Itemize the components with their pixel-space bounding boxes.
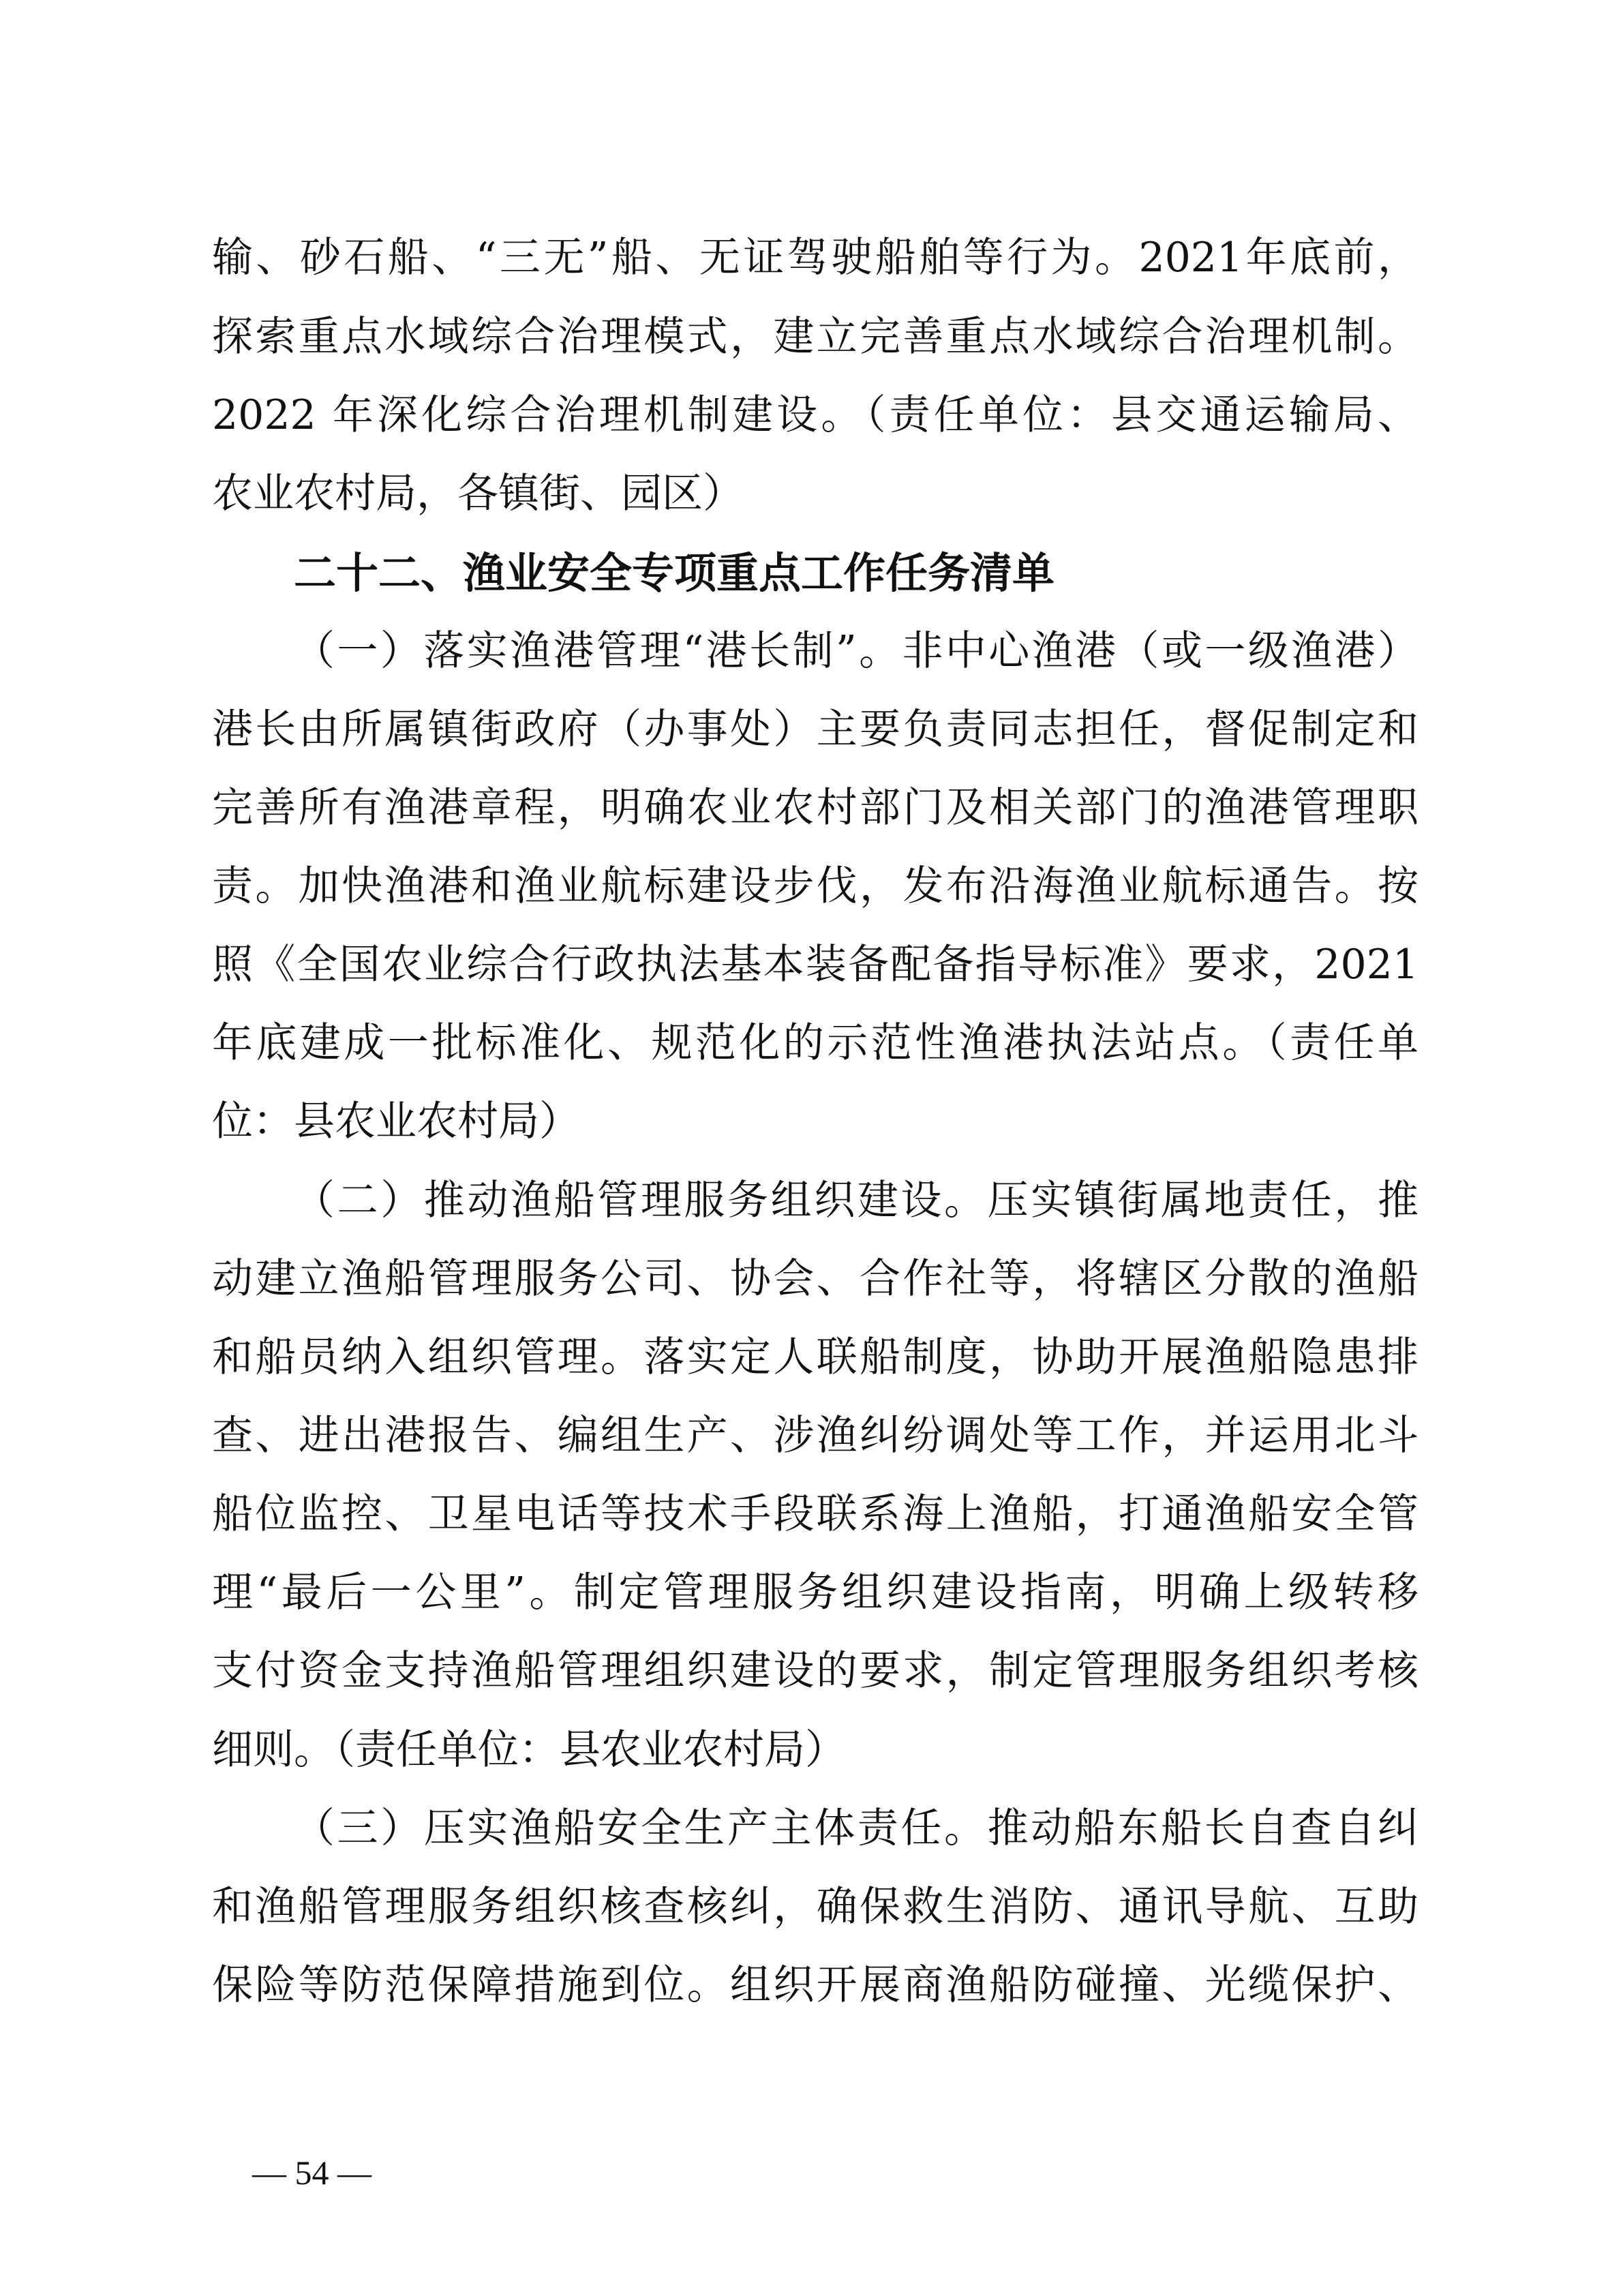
body-text-line: 位：县农业农村局） [212,1098,580,1145]
body-text-line: 查、进出港报告、编组生产、涉渔纠纷调处等工作，并运用北斗 [212,1412,1419,1460]
body-text-line: 动建立渔船管理服务公司、协会、合作社等，将辖区分散的渔船 [212,1255,1419,1303]
body-text-line: 和渔船管理服务组织核查核纠，确保救生消防、通讯导航、互助 [212,1883,1419,1931]
body-text-line: 农业农村局，各镇街、园区） [212,470,744,517]
body-text-line: （二）推动渔船管理服务组织建设。压实镇街属地责任，推 [294,1177,1419,1224]
body-text-line: 理“最后一公里”。制定管理服务组织建设指南，明确上级转移 [212,1569,1419,1616]
body-text-line: 和船员纳入组织管理。落实定人联船制度，协助开展渔船隐患排 [212,1333,1419,1381]
body-text-line: 保险等防范保障措施到位。组织开展商渔船防碰撞、光缆保护、 [212,1961,1419,2009]
body-text-line: 责。加快渔港和渔业航标建设步伐，发布沿海渔业航标通告。按 [212,862,1419,910]
body-text-line: 输、砂石船、“三无”船、无证驾驶船舶等行为。2021年底前， [212,234,1419,282]
section-heading: 二十二、渔业安全专项重点工作任务清单 [294,548,1055,598]
body-text-line: 2022 年深化综合治理机制建设。（责任单位：县交通运输局、 [212,391,1419,439]
body-text-line: 港长由所属镇街政府（办事处）主要负责同志担任，督促制定和 [212,706,1419,753]
body-text-line: 船位监控、卫星电话等技术手段联系海上渔船，打通渔船安全管 [212,1490,1419,1538]
page-number: — 54 — [252,2154,371,2192]
body-text-line: 照《全国农业综合行政执法基本装备配备指导标准》要求，2021 [212,941,1419,988]
body-text-line: （一）落实渔港管理“港长制”。非中心渔港（或一级渔港） [294,627,1419,675]
body-text-line: 细则。（责任单位：县农业农村局） [212,1726,846,1774]
body-text-line: 支付资金支持渔船管理组织建设的要求，制定管理服务组织考核 [212,1647,1419,1695]
body-text-line: （三）压实渔船安全生产主体责任。推动船东船长自查自纠 [294,1804,1419,1852]
body-text-line: 探索重点水域综合治理模式，建立完善重点水域综合治理机制。 [212,313,1419,361]
body-text-line: 完善所有渔港章程，明确农业农村部门及相关部门的渔港管理职 [212,784,1419,832]
body-text-line: 年底建成一批标准化、规范化的示范性渔港执法站点。（责任单 [212,1019,1419,1067]
